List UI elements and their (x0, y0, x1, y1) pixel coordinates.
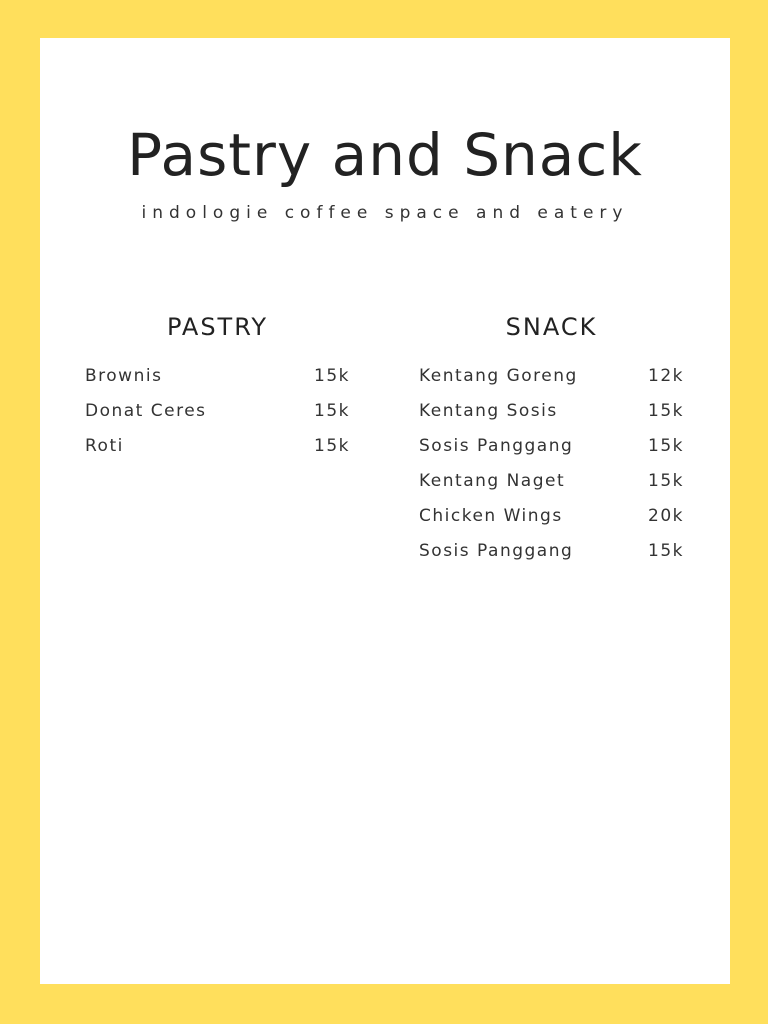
page-title: Pastry and Snack (127, 121, 643, 189)
menu-item (85, 401, 350, 436)
snack-section (419, 310, 684, 576)
item-price: 15k (648, 436, 684, 456)
menu-item (419, 506, 684, 541)
item-price: 15k (648, 471, 684, 491)
item-name: Roti (85, 436, 124, 456)
item-name: Chicken Wings (419, 506, 563, 526)
item-name: Kentang Sosis (419, 401, 558, 421)
menu-item (419, 401, 684, 436)
item-name: Sosis Panggang (419, 541, 574, 561)
item-name: Kentang Naget (419, 471, 566, 491)
menu-item (85, 436, 350, 471)
pastry-heading: PASTRY (166, 313, 269, 341)
item-price: 15k (648, 401, 684, 421)
item-price: 15k (314, 436, 350, 456)
item-name: Sosis Panggang (419, 436, 574, 456)
menu-item (85, 366, 350, 401)
pastry-section (85, 310, 350, 471)
item-price: 15k (314, 401, 350, 421)
menu-card (40, 38, 730, 984)
menu-item (419, 541, 684, 576)
menu-item (419, 471, 684, 506)
menu-item (419, 436, 684, 471)
item-price: 15k (314, 366, 350, 386)
item-name: Donat Ceres (85, 401, 207, 421)
item-price: 15k (648, 541, 684, 561)
item-price: 20k (648, 506, 684, 526)
snack-heading: SNACK (505, 313, 598, 341)
menu-item (419, 366, 684, 401)
item-price: 12k (648, 366, 684, 386)
item-name: Kentang Goreng (419, 366, 578, 386)
item-name: Brownis (85, 366, 163, 386)
page-subtitle: indologie coffee space and eatery (141, 203, 629, 223)
